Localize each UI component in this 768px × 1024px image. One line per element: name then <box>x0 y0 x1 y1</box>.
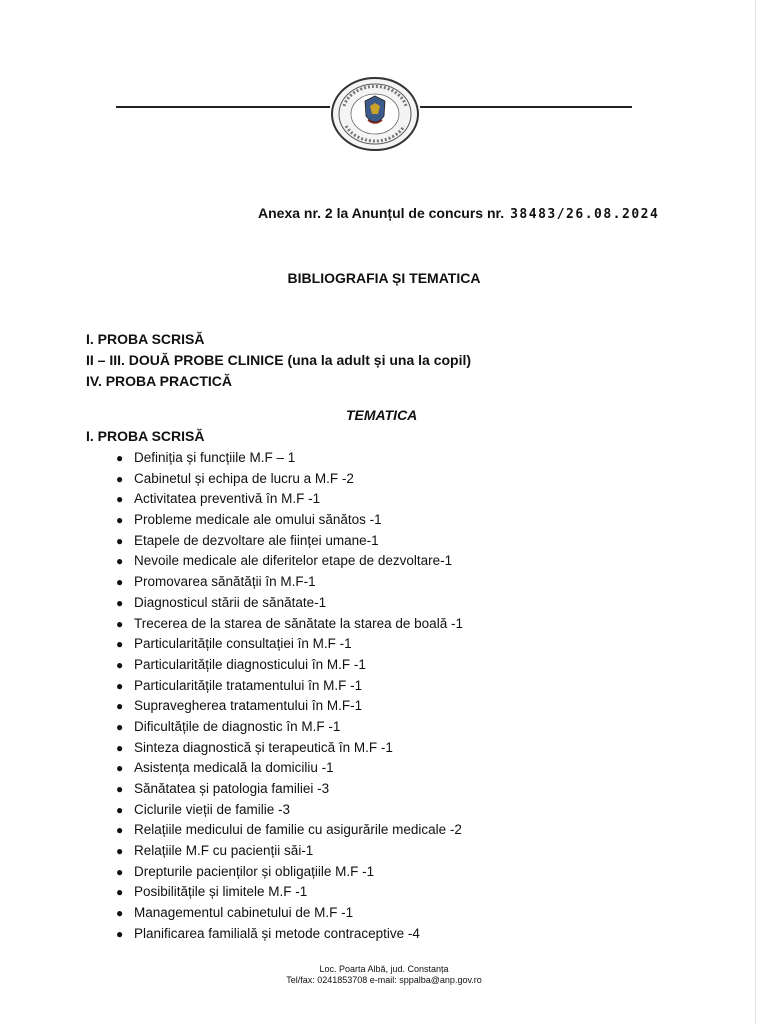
topic-text: Dificultățile de diagnostic în M.F -1 <box>134 718 341 734</box>
topic-text: Activitatea preventivă în M.F -1 <box>134 491 321 507</box>
annex-reference <box>258 205 659 222</box>
bullet-icon: ● <box>116 844 124 859</box>
bullet-icon: ● <box>116 595 124 610</box>
list-item <box>116 448 463 469</box>
list-item <box>116 820 463 841</box>
topic-text: Diagnosticul stării de sănătate-1 <box>134 594 327 610</box>
list-item <box>116 903 463 924</box>
list-item <box>116 882 463 903</box>
list-item <box>116 862 463 883</box>
list-item <box>116 531 463 552</box>
topic-text: Nevoile medicale ale diferitelor etape de dezvoltare-1 <box>134 553 453 569</box>
document-title: BIBLIOGRAFIA ȘI TEMATICA <box>287 270 481 286</box>
topic-text: Ciclurile vieții de familie -3 <box>134 801 291 817</box>
tematica-heading: TEMATICA <box>346 407 418 423</box>
list-item <box>116 841 463 862</box>
exam-section: IV. PROBA PRACTICĂ <box>86 373 232 389</box>
bullet-icon: ● <box>116 719 124 734</box>
topic-text: Planificarea familială și metode contraceptive -4 <box>134 925 420 941</box>
topic-text: Sănătatea și patologia familiei -3 <box>134 781 330 796</box>
topic-text: Promovarea sănătății în M.F-1 <box>134 574 316 590</box>
list-item <box>116 469 463 490</box>
header-rule-right <box>420 106 632 108</box>
annex-number: 38483/26.08.2024 <box>510 207 660 222</box>
bullet-icon: ● <box>116 575 124 590</box>
annex-label: Anexa nr. 2 la Anunțul de concurs nr. <box>258 205 505 221</box>
topic-text: Posibilitățile și limitele M.F -1 <box>134 884 308 900</box>
bullet-icon: ● <box>116 761 124 776</box>
bullet-icon: ● <box>116 554 124 569</box>
exam-sections <box>86 329 471 392</box>
topic-text: Cabinetul și echipa de lucru a M.F -2 <box>134 470 354 486</box>
bullet-icon: ● <box>116 823 124 838</box>
bullet-icon: ● <box>116 492 124 507</box>
footer-address: Loc. Poarta Albă, jud. Constanța <box>319 964 449 974</box>
bullet-icon: ● <box>116 451 124 465</box>
topic-text: Relațiile M.F cu pacienții săi-1 <box>134 843 314 859</box>
list-item <box>116 655 463 676</box>
topic-list <box>116 448 463 945</box>
bullet-icon: ● <box>116 533 124 548</box>
topic-text: Definiția și funcțiile M.F – 1 <box>134 450 296 465</box>
topic-text: Probleme medicale ale omului sănătos -1 <box>134 512 382 528</box>
bullet-icon: ● <box>116 616 124 631</box>
list-item <box>116 717 463 738</box>
ministry-seal-icon <box>330 76 420 152</box>
bullet-icon: ● <box>116 699 124 714</box>
list-item <box>116 593 463 614</box>
list-item <box>116 738 463 759</box>
list-item <box>116 551 463 572</box>
bullet-icon: ● <box>116 740 124 755</box>
topic-text: Particularitățile diagnosticului în M.F -1 <box>134 656 366 672</box>
list-item <box>116 489 463 510</box>
topic-text: Sinteza diagnostică și terapeutică în M.F -1 <box>134 739 393 755</box>
bullet-icon: ● <box>116 513 124 528</box>
subsection-heading: I. PROBA SCRISĂ <box>86 428 205 444</box>
bullet-icon: ● <box>116 657 124 672</box>
bullet-icon: ● <box>116 926 124 941</box>
page-edge <box>755 0 756 1024</box>
list-item <box>116 758 463 779</box>
header-rule-left <box>116 106 330 108</box>
list-item <box>116 800 463 821</box>
bullet-icon: ● <box>116 471 124 486</box>
list-item <box>116 696 463 717</box>
topic-text: Supravegherea tratamentului în M.F-1 <box>134 698 363 714</box>
topic-text: Etapele de dezvoltare ale ființei umane-1 <box>134 532 379 548</box>
list-item <box>116 572 463 593</box>
bullet-icon: ● <box>116 864 124 879</box>
topic-text: Relațiile medicului de familie cu asigurările medicale -2 <box>134 822 462 838</box>
list-item <box>116 614 463 635</box>
list-item <box>116 510 463 531</box>
list-item <box>116 676 463 697</box>
list-item <box>116 634 463 655</box>
topic-text: Asistența medicală la domiciliu -1 <box>134 760 334 776</box>
exam-section: II – III. DOUĂ PROBE CLINICE (una la adult și una la copil) <box>86 352 472 368</box>
list-item <box>116 779 463 800</box>
topic-text: Particularitățile consultației în M.F -1 <box>134 636 352 652</box>
bullet-icon: ● <box>116 678 124 693</box>
bullet-icon: ● <box>116 885 124 900</box>
footer-contact: Tel/fax: 0241853708 e-mail: sppalba@anp.gov.ro <box>286 975 482 985</box>
bullet-icon: ● <box>116 906 124 921</box>
bullet-icon: ● <box>116 802 124 817</box>
bullet-icon: ● <box>116 637 124 652</box>
bullet-icon: ● <box>116 782 124 796</box>
topic-text: Trecerea de la starea de sănătate la starea de boală -1 <box>134 615 463 631</box>
exam-section: I. PROBA SCRISĂ <box>86 331 205 347</box>
list-item <box>116 924 463 945</box>
topic-text: Particularitățile tratamentului în M.F -1 <box>134 677 363 693</box>
topic-text: Managementul cabinetului de M.F -1 <box>134 905 354 921</box>
topic-text: Drepturile pacienților și obligațiile M.F -1 <box>134 863 375 879</box>
